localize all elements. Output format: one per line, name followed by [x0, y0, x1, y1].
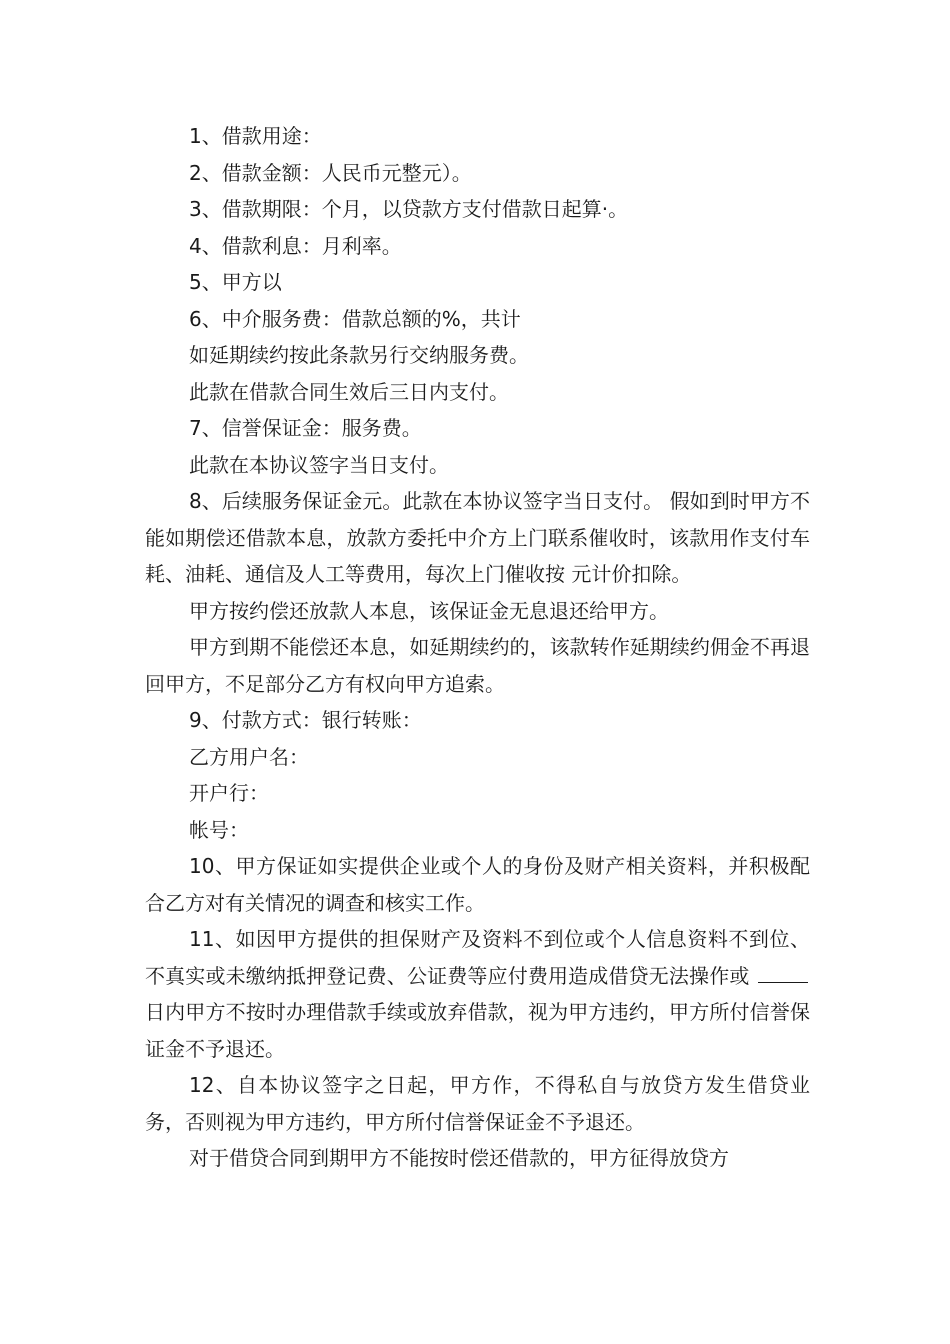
clause-10-guarantee: 10、甲方保证如实提供企业或个人的身份及财产相关资料，并积极配合乙方对有关情况的调查和核实工作。: [145, 854, 810, 915]
clause-2-amount: 2、借款金额：人民币元整元）。: [189, 160, 472, 185]
clause-6-extension-note: 如延期续约按此条款另行交纳服务费。: [189, 343, 529, 367]
clause-4-interest: 4、借款利息：月利率。: [189, 233, 402, 258]
clause-11-text-start: 11、如因甲方提供的担保财产及资料不到位或个人信息资料不到位、不真实或未缴纳抵押登记费、公证费等应付费用造成借贷无法操作或: [145, 927, 810, 988]
clause-8-followup-deposit: 8、后续服务保证金元。此款在本协议签字当日支付。 假如到时甲方不能如期偿还借款本息，放款方委托中介方上门联系催收时，该款用作支付车耗、油耗、通信及人工等费用，每次上门催收按 元计价扣除。: [145, 489, 810, 586]
clause-11-breach: [145, 921, 810, 1067]
clause-7-payment-note: 此款在本协议签字当日支付。: [189, 452, 449, 477]
clause-7-deposit: 7、信誉保证金：服务费。: [189, 416, 422, 440]
clause-13-overdue: 对于借贷合同到期甲方不能按时偿还借款的，甲方征得放贷方: [189, 1146, 729, 1170]
clause-1-purpose: 1、借款用途：: [189, 124, 322, 148]
clause-9-account-name: 乙方用户名：: [189, 744, 309, 769]
document-body: [145, 118, 810, 1177]
clause-5-party-a: 5、甲方以: [189, 270, 282, 294]
clause-11-text-end: 日内甲方不按时办理借款手续或放弃借款，视为甲方违约，甲方所付信誉保证金不予退还。: [145, 1000, 810, 1061]
clause-6-service-fee: 6、中介服务费：借款总额的%，共计: [189, 306, 521, 331]
clause-12-exclusivity: 12、自本协议签字之日起，甲方作，不得私自与放贷方发生借贷业务，否则视为甲方违约，甲方所付信誉保证金不予退还。: [145, 1073, 810, 1134]
clause-9-payment-method: 9、付款方式：银行转账：: [189, 708, 422, 732]
clause-9-bank: 开户行：: [189, 781, 269, 805]
clause-8-default-note: 甲方到期不能偿还本息，如延期续约的，该款转作延期续约佣金不再退回甲方，不足部分乙方有权向甲方追索。: [145, 635, 810, 696]
clause-3-term: 3、借款期限：个月，以贷款方支付借款日起算·。: [189, 197, 629, 221]
fill-in-blank: [758, 960, 808, 983]
clause-8-refund-note: 甲方按约偿还放款人本息，该保证金无息退还给甲方。: [189, 598, 669, 623]
clause-9-account-number: 帐号：: [189, 817, 249, 842]
clause-6-payment-note: 此款在借款合同生效后三日内支付。: [189, 379, 509, 404]
